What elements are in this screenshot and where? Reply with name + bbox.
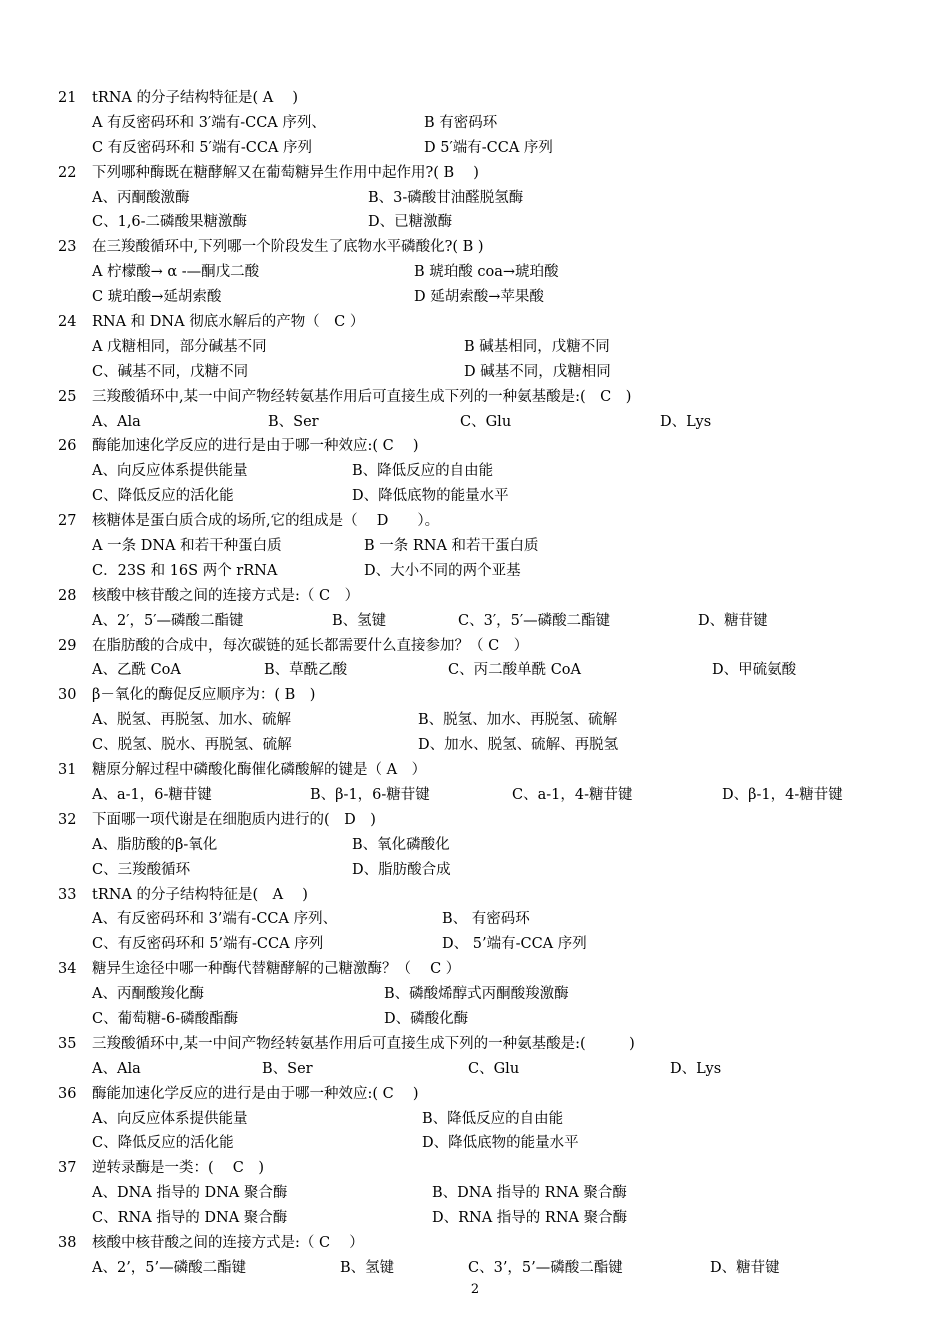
option-c: C、三羧酸循环 — [92, 861, 191, 878]
question-21 — [58, 86, 918, 161]
question-stem — [58, 1032, 918, 1057]
question-text: 逆转录酶是一类：( C ) — [92, 1160, 265, 1177]
question-stem — [58, 385, 918, 410]
option-row — [58, 833, 918, 858]
option-d: D、已糖激酶 — [368, 214, 453, 231]
question-number: 22 — [58, 164, 77, 181]
question-stem — [58, 86, 918, 111]
option-d: D、糖苷键 — [710, 1259, 780, 1276]
option-b: B、β-1，6-糖苷键 — [310, 786, 430, 803]
option-a: A、有反密码环和 3’端有-CCA 序列、 — [92, 911, 338, 928]
option-row — [58, 1256, 918, 1281]
question-stem — [58, 808, 918, 833]
option-row — [58, 609, 918, 634]
question-text: 糖异生途径中哪一种酶代替糖酵解的己糖激酶？（ C ） — [92, 961, 461, 978]
option-b: B 一条 RNA 和若干蛋白质 — [364, 538, 539, 555]
option-d: D、甲硫氨酸 — [712, 662, 797, 679]
option-b: B、草酰乙酸 — [264, 662, 348, 679]
question-text: 三羧酸循环中,某一中间产物经转氨基作用后可直接生成下列的一种氨基酸是:( ) — [92, 1035, 635, 1052]
option-c: C、3′，5′—磷酸二酯键 — [458, 612, 611, 629]
option-d: D 5′端有-CCA 序列 — [424, 139, 553, 156]
question-text: 三羧酸循环中,某一中间产物经转氨基作用后可直接生成下列的一种氨基酸是:( C ) — [92, 388, 632, 405]
question-number: 25 — [58, 388, 77, 405]
option-row — [58, 783, 918, 808]
question-number: 33 — [58, 886, 77, 903]
question-text: 下面哪一项代谢是在细胞质内进行的( D ) — [92, 811, 376, 828]
question-number: 29 — [58, 637, 77, 654]
option-c: C 琥珀酸→延胡索酸 — [92, 289, 222, 306]
question-23 — [58, 235, 918, 310]
option-row — [58, 559, 918, 584]
option-row — [58, 858, 918, 883]
option-a: A、Ala — [92, 1060, 141, 1077]
question-stem — [58, 235, 918, 260]
option-row — [58, 335, 918, 360]
question-text: 酶能加速化学反应的进行是由于哪一种效应:( C ) — [92, 438, 419, 455]
question-text: 核酸中核苷酸之间的连接方式是:（ C ） — [92, 587, 360, 604]
option-a: A、丙酮酸激酶 — [92, 189, 190, 206]
question-text: 核糖体是蛋白质合成的场所,它的组成是（ D ）。 — [92, 513, 440, 530]
option-row — [58, 285, 918, 310]
option-b: B、脱氢、加水、再脱氢、硫解 — [418, 712, 618, 729]
question-25 — [58, 385, 918, 435]
option-a: A、a-1，6-糖苷键 — [92, 786, 212, 803]
question-36 — [58, 1082, 918, 1157]
option-d: D、大小不同的两个亚基 — [364, 562, 521, 579]
option-row — [58, 534, 918, 559]
question-stem — [58, 758, 918, 783]
option-d: D、β-1，4-糖苷键 — [722, 786, 843, 803]
question-number: 38 — [58, 1234, 77, 1251]
option-a: A 有反密码环和 3′端有-CCA 序列、 — [92, 114, 326, 131]
option-row — [58, 484, 918, 509]
option-a: A、乙酰 CoA — [92, 662, 181, 679]
option-b: B、氢键 — [340, 1259, 395, 1276]
question-stem — [58, 161, 918, 186]
question-text: 下列哪种酶既在糖酵解又在葡萄糖异生作用中起作用?( B ) — [92, 164, 479, 181]
question-31 — [58, 758, 918, 808]
question-27 — [58, 509, 918, 584]
question-26 — [58, 434, 918, 509]
option-b: B 碱基相同，戊糖不同 — [464, 338, 610, 355]
option-c: C、3’，5’—磷酸二酯键 — [468, 1259, 623, 1276]
option-d: D、脂肪酸合成 — [352, 861, 451, 878]
option-d: D、 5’端有-CCA 序列 — [442, 936, 587, 953]
question-number: 32 — [58, 811, 77, 828]
option-c: C．23S 和 16S 两个 rRNA — [92, 562, 278, 579]
option-row — [58, 459, 918, 484]
option-row — [58, 111, 918, 136]
option-c: C、RNA 指导的 DNA 聚合酶 — [92, 1210, 288, 1227]
question-stem — [58, 1082, 918, 1107]
option-d: D、降低底物的能量水平 — [422, 1135, 579, 1152]
question-stem — [58, 1156, 918, 1181]
option-b: B、降低反应的自由能 — [352, 463, 494, 480]
question-34 — [58, 957, 918, 1032]
option-c: C、Glu — [460, 413, 512, 430]
option-b: B、氢键 — [332, 612, 387, 629]
option-b: B 有密码环 — [424, 114, 498, 131]
option-c: C、Glu — [468, 1060, 520, 1077]
question-number: 37 — [58, 1160, 77, 1177]
option-row — [58, 410, 918, 435]
question-number: 31 — [58, 762, 77, 779]
question-number: 21 — [58, 90, 77, 106]
question-text: 在脂肪酸的合成中，每次碳链的延长都需要什么直接参加？（ C ） — [92, 637, 529, 654]
option-row — [58, 708, 918, 733]
option-b: B、Ser — [262, 1060, 313, 1077]
option-row — [58, 1131, 918, 1156]
question-number: 34 — [58, 961, 77, 978]
question-stem — [58, 584, 918, 609]
option-a: A 戊糖相同，部分碱基不同 — [92, 338, 267, 355]
option-row — [58, 907, 918, 932]
question-number: 28 — [58, 587, 77, 604]
option-a: A、丙酮酸羧化酶 — [92, 986, 204, 1003]
option-b: B、DNA 指导的 RNA 聚合酶 — [432, 1185, 627, 1202]
option-row — [58, 932, 918, 957]
question-stem — [58, 683, 918, 708]
question-text: 酶能加速化学反应的进行是由于哪一种效应:( C ) — [92, 1085, 419, 1102]
option-d: D、降低底物的能量水平 — [352, 488, 509, 505]
question-37 — [58, 1156, 918, 1231]
option-b: B、 有密码环 — [442, 911, 530, 928]
option-row — [58, 210, 918, 235]
option-d: D、Lys — [670, 1060, 722, 1077]
option-row — [58, 982, 918, 1007]
page-number: 2 — [470, 1282, 480, 1297]
option-a: A、脂肪酸的β-氧化 — [92, 836, 218, 853]
question-33 — [58, 883, 918, 958]
option-d: D 碱基不同，戊糖相同 — [464, 363, 611, 380]
question-text: tRNA 的分子结构特征是( A ) — [92, 886, 308, 903]
option-c: C、a-1，4-糖苷键 — [512, 786, 633, 803]
option-b: B、降低反应的自由能 — [422, 1110, 564, 1127]
option-b: B、Ser — [268, 413, 319, 430]
question-text: 在三羧酸循环中,下列哪一个阶段发生了底物水平磷酸化?( B ) — [92, 239, 484, 256]
question-text: 糖原分解过程中磷酸化酶催化磷酸解的键是（ A ） — [92, 762, 427, 779]
question-22 — [58, 161, 918, 236]
option-a: A、2’，5’—磷酸二酯键 — [92, 1259, 247, 1276]
option-c: C 有反密码环和 5′端有-CCA 序列 — [92, 139, 312, 156]
option-d: D 延胡索酸→苹果酸 — [414, 289, 544, 306]
option-row — [58, 733, 918, 758]
option-c: C、丙二酸单酰 CoA — [448, 662, 581, 679]
question-number: 36 — [58, 1085, 77, 1102]
option-a: A、向反应体系提供能量 — [92, 463, 248, 480]
option-row — [58, 186, 918, 211]
question-29 — [58, 634, 918, 684]
question-24 — [58, 310, 918, 385]
option-a: A、Ala — [92, 413, 141, 430]
question-text: tRNA 的分子结构特征是( A ) — [92, 90, 299, 106]
question-number: 23 — [58, 239, 77, 256]
question-stem — [58, 310, 918, 335]
option-c: C、脱氢、脱水、再脱氢、硫解 — [92, 737, 292, 754]
question-35 — [58, 1032, 918, 1082]
option-a: A 一条 DNA 和若干种蛋白质 — [92, 538, 282, 555]
option-a: A、向反应体系提供能量 — [92, 1110, 248, 1127]
option-c: C、有反密码环和 5’端有-CCA 序列 — [92, 936, 324, 953]
option-a: A 柠檬酸→ α -—酮戊二酸 — [92, 264, 260, 281]
option-a: A、DNA 指导的 DNA 聚合酶 — [92, 1185, 288, 1202]
option-row — [58, 136, 918, 161]
option-d: D、磷酸化酶 — [384, 1010, 469, 1027]
question-stem — [58, 509, 918, 534]
question-stem — [58, 883, 918, 908]
question-stem — [58, 957, 918, 982]
question-stem — [58, 634, 918, 659]
option-row — [58, 1181, 918, 1206]
option-row — [58, 1107, 918, 1132]
option-c: C、降低反应的活化能 — [92, 1135, 234, 1152]
question-number: 24 — [58, 314, 77, 331]
option-d: D、糖苷键 — [698, 612, 768, 629]
option-row — [58, 260, 918, 285]
option-d: D、RNA 指导的 RNA 聚合酶 — [432, 1210, 628, 1227]
question-number: 27 — [58, 513, 77, 530]
option-row — [58, 1057, 918, 1082]
option-b: B 琥珀酸 coa→琥珀酸 — [414, 264, 559, 281]
question-28 — [58, 584, 918, 634]
option-d: D、加水、脱氢、硫解、再脱氢 — [418, 737, 619, 754]
question-32 — [58, 808, 918, 883]
question-stem — [58, 434, 918, 459]
option-row — [58, 1007, 918, 1032]
question-text: β－氧化的酶促反应顺序为：( B ) — [92, 687, 316, 704]
option-row — [58, 360, 918, 385]
option-c: C、葡萄糖-6-磷酸酯酶 — [92, 1010, 239, 1027]
question-number: 30 — [58, 687, 77, 704]
option-c: C、降低反应的活化能 — [92, 488, 234, 505]
question-number: 35 — [58, 1035, 77, 1052]
option-row — [58, 658, 918, 683]
option-b: B、3-磷酸甘油醛脱氢酶 — [368, 189, 524, 206]
question-number: 26 — [58, 438, 77, 455]
question-text: RNA 和 DNA 彻底水解后的产物（ C ） — [92, 314, 365, 331]
option-row — [58, 1206, 918, 1231]
option-c: C、1,6-二磷酸果糖激酶 — [92, 214, 248, 231]
option-d: D、Lys — [660, 413, 712, 430]
question-text: 核酸中核苷酸之间的连接方式是:（ C ） — [92, 1234, 364, 1251]
option-b: B、氧化磷酸化 — [352, 836, 450, 853]
option-a: A、脱氢、再脱氢、加水、硫解 — [92, 712, 291, 729]
question-stem — [58, 1231, 918, 1256]
option-b: B、磷酸烯醇式丙酮酸羧激酶 — [384, 986, 569, 1003]
option-c: C、碱基不同，戊糖不同 — [92, 363, 249, 380]
question-list — [58, 86, 918, 1281]
question-30 — [58, 683, 918, 758]
question-38 — [58, 1231, 918, 1281]
option-a: A、2′，5′—磷酸二酯键 — [92, 612, 244, 629]
